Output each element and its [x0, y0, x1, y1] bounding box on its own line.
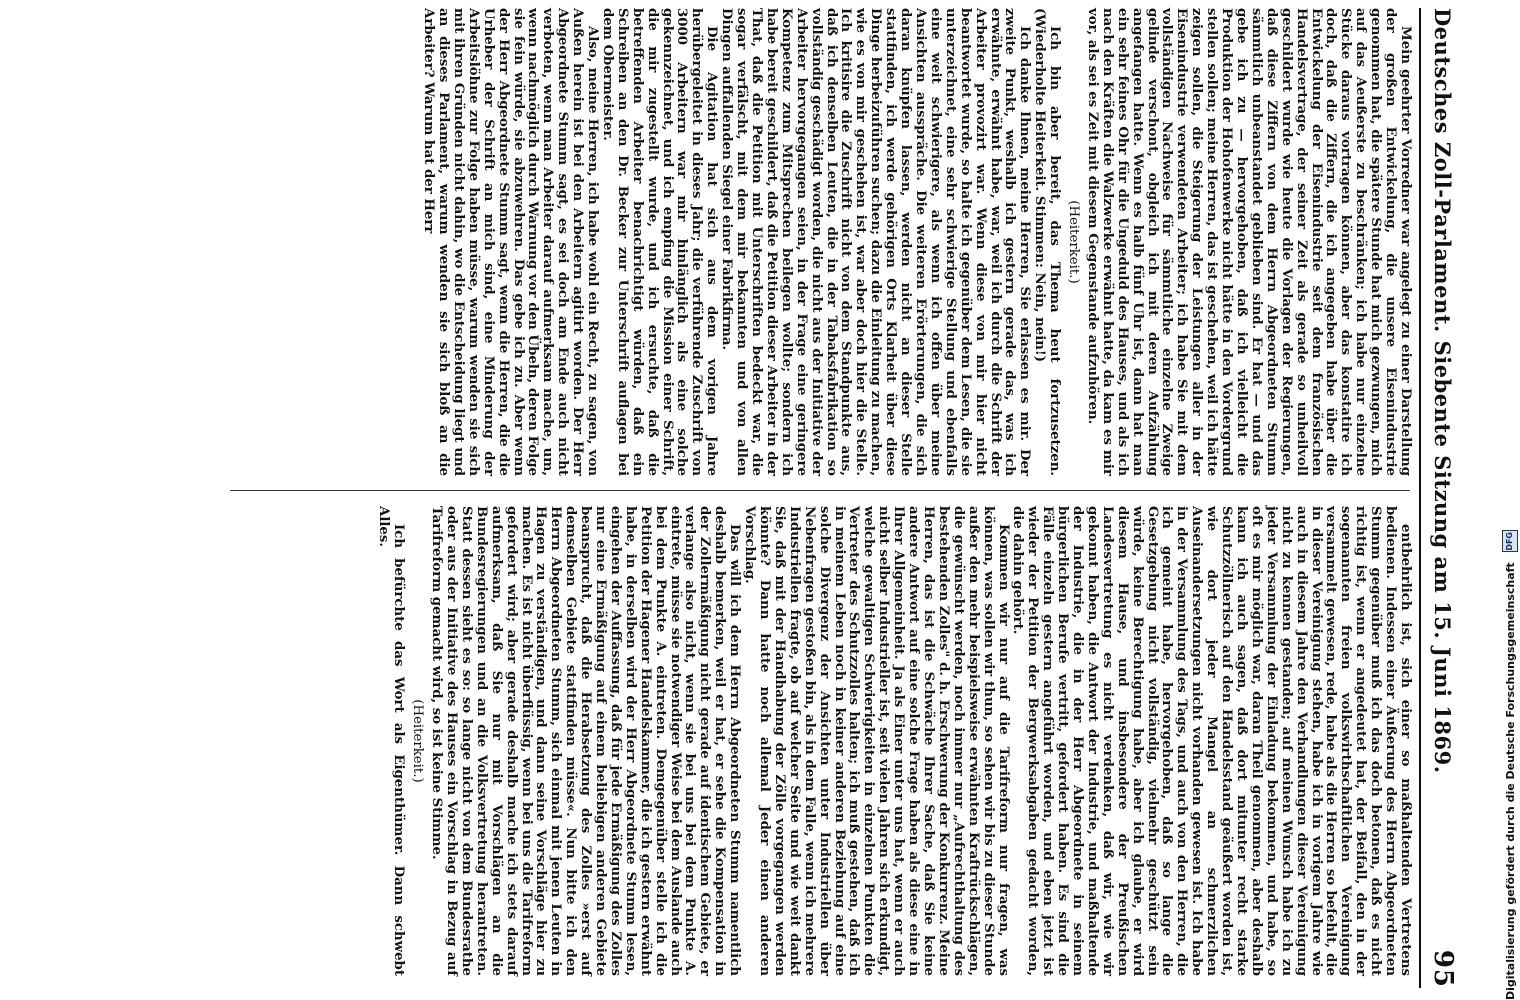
paragraph: Ich bin aber bereit, das Thema heut fortzusetzen. (Wiederholte Heiterkeit. Stimmen: Nein, nein!)	[1032, 8, 1063, 476]
stage-direction: (Heiterkeit.)	[1066, 200, 1082, 284]
page-number: 95	[1428, 949, 1458, 988]
paragraph: Das will ich dem Herrn Abgeordneten Stumm namentlich deshalb bemerken, weil er hat, er sehe die Kompensation in der Zollermäßigung nicht gerade auf identischem Gebiete, er verlange also nicht, wenn sie bei uns bei dem Punkte A. eintrete, müsse sie notwendiger Weise bei dem Auslande auch bei dem Punkte A. eintreten. Demgegenüber stelle ich die Petition der Hagener Handelskammer, die ich gestern erwähnt habe, in derselben wird der Herr Abgeordnete Stumm lesen, eingehen der Auffassung, daß für jede Ermäßigung des Zolles nur eine Ermäßigung auf einem beliebigen anderen Gebiete beansprucht, daß die Herabsetzung des Zolles »erst auf demselben Gebiete stattfinden müsse«. Nun bitte ich den Herrn Abgeordneten Stumm, sich einmal mit jenen Leuten in Hagen zu verständigen, und dann seine Vorschläge hier zu machen. Es ist nicht überflüssig, wenn bei uns die Tarifreform gefordert wird; aber gerade deshalb mache ich stets darauf aufmerksam, daß Sie nur mit Vorschlägen an die Bundesregierungen und an die Volksvertretung herantreten. Statt dessen sieht es so: so lange nicht von dem Bundesrathe oder aus der Initiative des Hauses ein Vorschlag in Bezug auf Tarifreform gemacht wird, so ist keine Stimme.	[429, 506, 743, 976]
column-divider	[230, 490, 1410, 491]
paragraph: Ich befürchte das Wort als Eigenthümer. Dann schwebt Alles.	[376, 506, 407, 976]
dfg-logo: DFG	[1502, 530, 1518, 552]
paragraph: Also, meine Herren, ich habe wohl ein Recht, zu sagen, von Außen herein ist bei den Arbeitern agitirt worden. Der Herr Abgeordnete Stumm sagt, es sei doch am Ende auch nicht verboten, wenn man Arbeiter darauf aufmerksam mache, um, wenn nachmöglich durch Warnung vor den Übeln, deren Folge sie fein würde, sie abzuwehren. Das gebe ich zu. Aber wenn der Herr Abgeordnete Stumm sagt, wenn die Herren, die die Urheber der Schrift an mich sind, eine Minderung der Arbeitslöhne zur Folge haben müsse, warum wenden sie sich mit ihren Gründen nicht dahin, wo die Entscheidung liegt und an dieses Parlament, warum wenden sie sich bloß an die Arbeiter? Warum hat der Herr	[421, 8, 601, 476]
running-title: Deutsches Zoll-Parlament. Siebente Sitzung am 15. Juni 1869.	[1430, 8, 1456, 774]
paragraph: Mein geehrter Vorredner war angelegt zu einer Darstellung der großen Entwickelung, die unsere Eisenindustrie genommen hat, die spätere Stunde hat mich gezwungen, mich auf das Aeußerste zu beschränken; ich habe nur einzelne Stücke daraus vortragen können, aber das konstatire ich doch, daß die Ziffern, die ich angegeben habe über die Entwickelung der Eisenindustrie seit dem französischen Handelsvertrage, der seiner Zeit als gerade so unheilvoll geschildert wurde wie heute die Vorlagen der Regierungen, daß diese Ziffern von dem Herrn Abgeordneten Stumm sämmtlich unbeanstandet geblieben sind. Er hat — und das gebe ich zu — hervorgehoben, daß ich vielleicht die Produktion der Hohofenwerke nicht hätte in den Vordergrund stellen sollen; meine Herren, das ist geschehen, weil ich hätte zeigen sollen, die Steigerung der Leistungen aller in der Eisenindustrie verwendeten Arbeiter; ich habe Sie mit dem vollständigen Nachweise für sämmtliche einzelne Zweige gelinde verschont, obgleich ich mit deren Aufzählung angefangen hatte. Wenn es halb fünf Uhr ist, dann hat man ein sehr feines Ohr für die Ungeduld des Hauses, und als ich nach den Kräften die Walzwerke erwähnt hatte, da kam es mir vor, als sei es Zeit mit diesem Gegenstande aufzuhören.	[1084, 8, 1413, 476]
rotated-page	[20, 0, 1470, 1000]
paragraph: Kommen wir nur auf die Tarifreform nur fragen, was können, was sollen wir thun, so sehen wir bis zu dieser Stunde außer den mehr beispielsweise erwähnten Kraftrückschlägen, die gewünscht werden, noch immer nur „Aufrechthaltung des bestehenden Zolles" d. h. Erschwerung der Konkurrenz. Meine Herren, das ist die Schwäche Ihrer Sache, daß Sie keine andere Antwort auf eine solche Frage haben als diese eine in Ihrer Allgemeinheit. Ja als Einer unter uns hat, wenn er auch nicht selber Industrieller ist, seit vielen Jahren sich erkundigt, welche gewaltigen Schwierigkeiten in einzelnen Punkten die Vertreter des Schutzzolles halten; ich muß gestehen, daß ich in meinem Leben noch in keiner anderen Beziehung auf eine solche Divergenz der Ansichten unter Industriellen über Nebenfragen gestoßen bin, als in dem Falle, wenn ich mehrere Industriellen fragte, ob auf welcher Seite und wie weit dankt Sie, daß mit der Handhabung der Zölle vorgegangen werden könnte? Dann hatte noch allemal Jeder einen anderen Vorschlag.	[742, 506, 1011, 976]
paragraph: Ich danke Ihnen, meine Herren, Sie erlassen es mir. Der zweite Punkt, weshalb ich gestern gerade das, was ich erwähnte, erwähnt habe, war, weil ich durch die Schrift der Arbeiter provozirt war. Wenn diese von mir hier nicht beantwortet wurde, so halte ich gegenüber dem Lesen, die sie unterzeichnet, eine sehr schwierige Stellung und ebenfalls eine weit schwierigere, als wenn ich offen über meine Ansichten ausspräche. Die weiteren Erörterungen, die sich daran knüpfen lassen, werden nicht an dieser Stelle stattfinden, ich werde gehörigen Orts Klarheit über diese Dinge herbeizuführen suchen; dazu die Einleitung zu machen, wie es von mir geschehen ist, war aber doch hier die Stelle. Ich kritisire die Zuschrift nicht von dem Standpunkte aus, daß ich denselben Leuten, die in der Tabaksfabrikation so vollständig geschädigt worden, die nicht aus der Initiative der Arbeiter hervorgegangen seien, in der Frage eine geringere Kompetenz zum Mitsprechen beilegen wollte; sondern ich habe bereit geschildert, daß die Petition dieser Arbeiter in der That, daß die Petition mit Unterschriften bedeckt war, die sogar verfälscht, mit dem mir bekannten und von allen Dingen auffallenden Siegel einer Fabrikfirma.	[719, 8, 1033, 476]
paragraph: Die Agitation hat sich aus dem vorigen Jahre herübergeleitet in dieses Jahr; die verführende Zuschrift von 3000 Arbeitern war mir hinlänglich als eine solche gekennzeichnet, und ich empfing die Mission einer Schrift, die mir zugestellt wurde, und ich ersuchte, daß die betreffenden Arbeiter benachrichtigt würden, daß ein Schreiben an den Dr. Becker zur Unterschrift auflagen bei dem Obermeister.	[599, 8, 720, 476]
page-header	[1424, 8, 1462, 988]
header-rule	[1419, 8, 1421, 988]
footer-strip	[1480, 0, 1517, 1000]
stage-direction: (Heiterkeit.)	[410, 699, 426, 783]
paragraph: entbehrlich ist, sich einer so maßhaltenden Vertretens bedienen. Indessen einer Äußerung des Herrn Abgeordneten Stumm gegenüber muß ich das doch betonen, daß es nicht richtig ist, wenn er angedeutet hat, der Beifall, den in der sogenannten freien volkswirthschaftlichen Vereinigung versammelt gewesen, rede, habe als die Herren so befehlt, die in dieser Vereinigung stehen, habe ich in vorigem Jahre wie auch in diesem Jahre den Verhandlungen dieser Vereinigung nicht zu kennen gestanden; auf meinen Wunsch habe ich zu jeder Versammlung der Einladung bekommen, und habe, so oft es mir möglich war, daran Theil genommen, aber deshalb kann ich auch sagen, daß dort mitunter recht starke Schutzzöllnerisch auf den Handelsstand geäußert worden ist, wie dort jeder Mangel an schmerzlichen Auseinandersetzungen nicht vorhanden gewesen ist. Ich habe in der Versammlung des Tags, und auch von den Herren, die ich gemeint habe, hervorgehoben, daß so lange die Gesetzgebung nicht vollständig, vielmehr geschützt sein würde, keine Berechtigung habe, aber ich glaube, er wird diesem Hause, und insbesondere der Preußischen Landesvertretung es nicht verdenken, daß wir, wie wir gekonnt haben, die Antwort der Industrie, und maßhaltende der Industrie, die in der Herr Abgeordnete in seinem bürgerlichen Berufe vertritt, gefordert haben. Es sind die Fälle einzeln gestern angeführt worden, und eben jetzt ist wieder der Petition der Bergwerksabgaben gedacht worden, die dahin gehört.	[1010, 506, 1413, 976]
left-column	[420, 8, 1412, 476]
right-column	[375, 506, 1412, 976]
digitization-credit: Digitalisierung gefördert durch die Deutsche Forschungsgemeinschaft	[1503, 562, 1517, 1000]
